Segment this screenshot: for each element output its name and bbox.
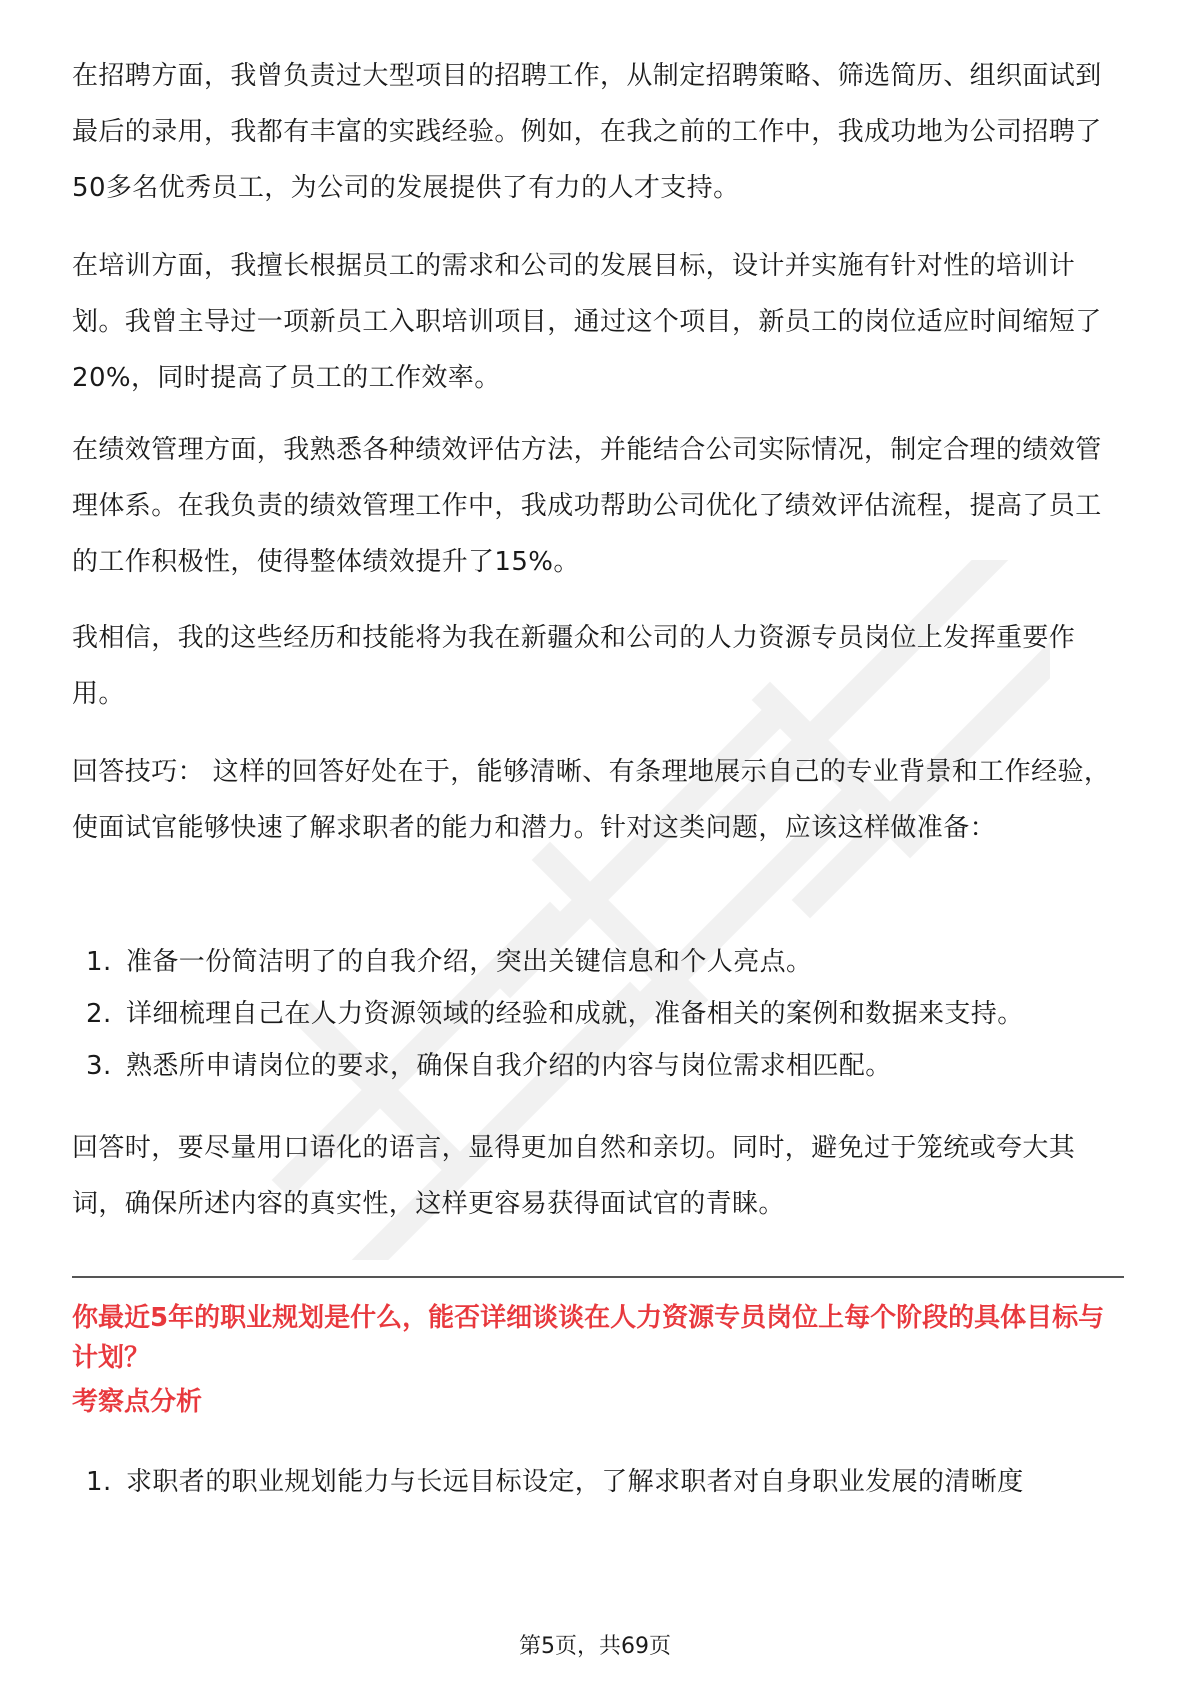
list-item — [86, 994, 1122, 1034]
list-item-number: 1. — [86, 947, 112, 977]
paragraph-closing: 回答时，要尽量用口语化的语言，显得更加自然和亲切。同时，避免过于笼统或夸大其词，确保所述内容的真实性，这样更容易获得面试官的青睐。 — [72, 1133, 1076, 1219]
paragraph-recruitment: 在招聘方面，我曾负责过大型项目的招聘工作，从制定招聘策略、筛选简历、组织面试到最后的录用，我都有丰富的实践经验。例如，在我之前的工作中，我成功地为公司招聘了50多名优秀员工，为公司的发展提供了有力的人才支持。 — [72, 61, 1102, 203]
list-item-text: 详细梳理自己在人力资源领域的经验和成就，准备相关的案例和数据来支持。 — [126, 999, 1024, 1029]
analysis-heading: 考察点分析 — [72, 1387, 203, 1417]
list-item-number: 1. — [86, 1467, 112, 1497]
list-item-text: 求职者的职业规划能力与长远目标设定，了解求职者对自身职业发展的清晰度 — [126, 1467, 1024, 1497]
list-item-number: 2. — [86, 999, 112, 1029]
list-item — [86, 942, 1122, 982]
list-item-text: 熟悉所申请岗位的要求，确保自我介绍的内容与岗位需求相匹配。 — [126, 1051, 892, 1081]
paragraph-performance: 在绩效管理方面，我熟悉各种绩效评估方法，并能结合公司实际情况，制定合理的绩效管理体系。在我负责的绩效管理工作中，我成功帮助公司优化了绩效评估流程，提高了员工的工作积极性，使得整体绩效提升了15%。 — [72, 435, 1102, 577]
paragraph-belief: 我相信，我的这些经历和技能将为我在新疆众和公司的人力资源专员岗位上发挥重要作用。 — [72, 623, 1076, 709]
page-footer: 第5页，共69页 — [519, 1634, 671, 1659]
list-item — [86, 1046, 1122, 1086]
paragraph-training: 在培训方面，我擅长根据员工的需求和公司的发展目标，设计并实施有针对性的培训计划。我曾主导过一项新员工入职培训项目，通过这个项目，新员工的岗位适应时间缩短了20%，同时提高了员工的工作效率。 — [72, 251, 1102, 393]
list-item-number: 3. — [86, 1051, 112, 1081]
next-question-heading: 你最近5年的职业规划是什么，能否详细谈谈在人力资源专员岗位上每个阶段的具体目标与计划？ — [72, 1303, 1105, 1373]
paragraph-answer-tips: 回答技巧： 这样的回答好处在于，能够清晰、有条理地展示自己的专业背景和工作经验，使面试官能够快速了解求职者的能力和潜力。针对这类问题，应该这样做准备： — [72, 757, 1111, 843]
list-item — [86, 1462, 1122, 1502]
list-item-text: 准备一份简洁明了的自我介绍，突出关键信息和个人亮点。 — [126, 947, 813, 977]
section-divider — [72, 1276, 1124, 1278]
